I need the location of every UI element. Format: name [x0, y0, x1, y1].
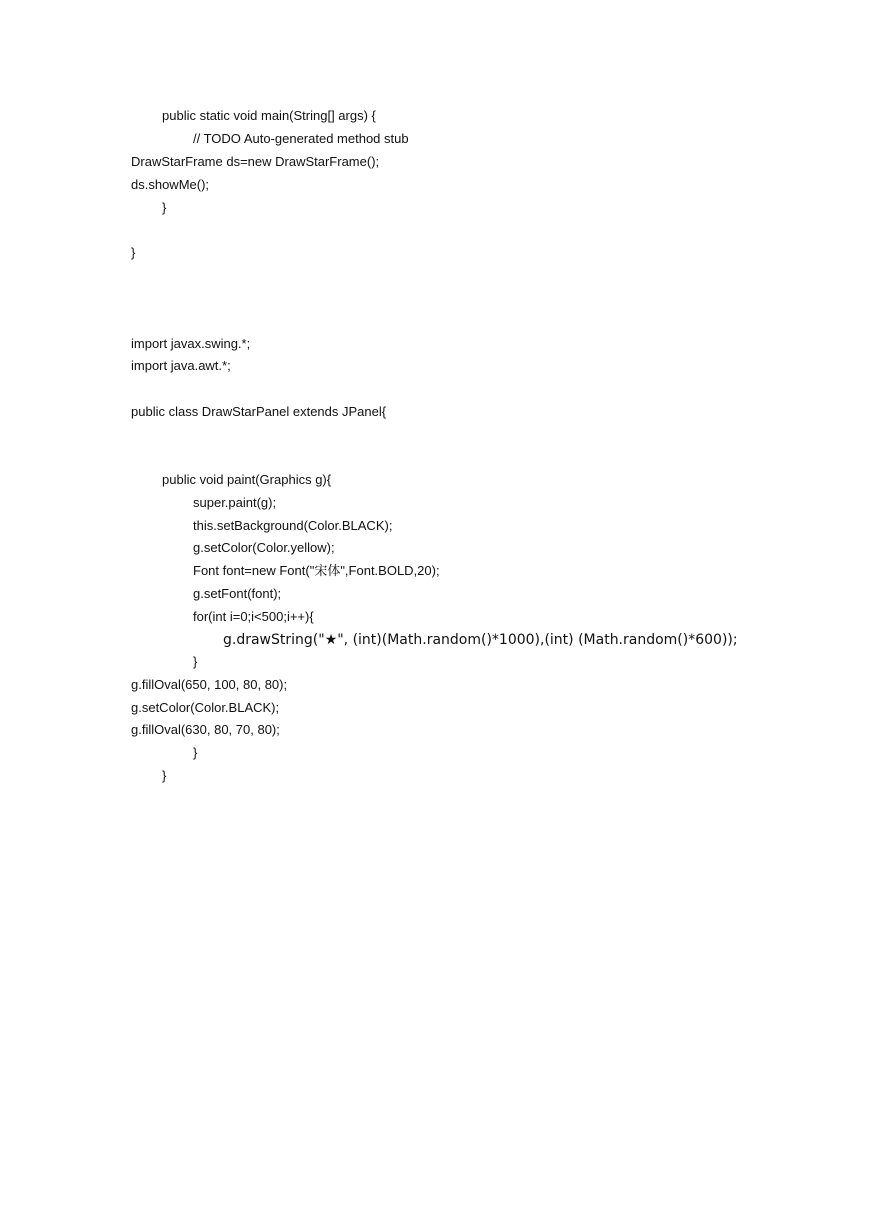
code-line-12: this.setBackground(Color.BLACK); [193, 518, 393, 533]
code-line-6: } [131, 245, 136, 260]
code-line-14: Font font=new Font("宋体",Font.BOLD,20); [193, 563, 440, 578]
code-line-16: for(int i=0;i<500;i++){ [193, 609, 314, 624]
code-line-9: public class DrawStarPanel extends JPanel{ [131, 404, 387, 419]
code-line-10: public void paint(Graphics g){ [162, 472, 332, 487]
code-line-2: // TODO Auto-generated method stub [193, 131, 409, 146]
code-line-20: g.setColor(Color.BLACK); [131, 700, 280, 715]
code-line-13: g.setColor(Color.yellow); [193, 540, 335, 555]
code-line-7: import javax.swing.*; [131, 336, 251, 351]
code-line-17: g.drawString("★", (int)(Math.random()*1000),(int) (Math.random()*600)); [223, 632, 738, 648]
code-line-11: super.paint(g); [193, 495, 277, 510]
code-line-1: public static void main(String[] args) { [162, 108, 376, 123]
code-line-8: import java.awt.*; [131, 358, 231, 373]
code-line-4: ds.showMe(); [131, 177, 210, 192]
code-line-21: g.fillOval(630, 80, 70, 80); [131, 722, 280, 737]
code-line-19: g.fillOval(650, 100, 80, 80); [131, 677, 288, 692]
code-line-18: } [193, 654, 198, 669]
code-line-15: g.setFont(font); [193, 586, 282, 601]
code-line-23: } [162, 768, 167, 783]
code-line-22: } [193, 745, 198, 760]
code-line-5: } [162, 200, 167, 215]
code-line-3: DrawStarFrame ds=new DrawStarFrame(); [131, 154, 380, 169]
